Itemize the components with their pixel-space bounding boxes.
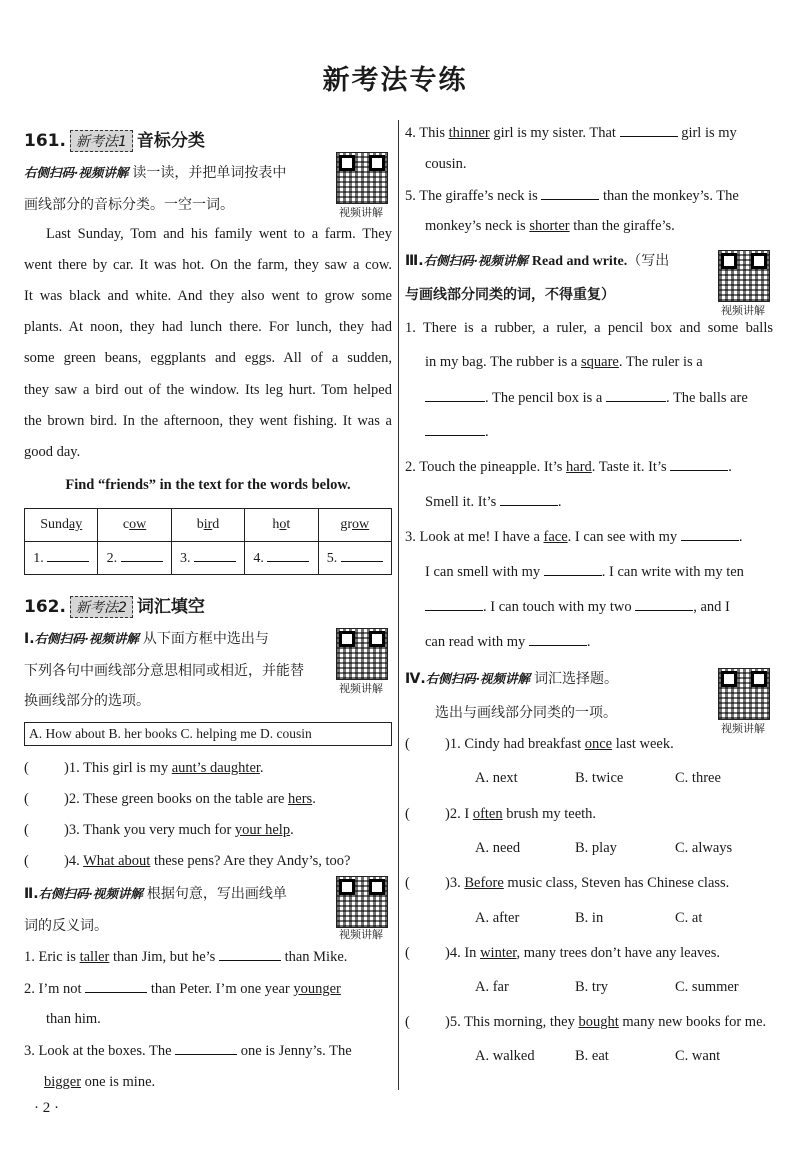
instruction-text: 根据句意，写出画线单 [146,886,287,902]
qr-label: 视频讲解 [721,304,765,317]
section-tag: 新考法1 [70,130,133,152]
page-number: · 2 · [34,1100,59,1116]
question-item: ( )1. Cindy had breakfast once last week. [405,736,674,752]
instruction-line: 选出与画线部分同类的一项。 [435,705,617,721]
question-item: I can smell with my . I can write with my ten [425,564,744,580]
instruction-line: 换画线部分的选项。 [24,693,150,709]
part-label: Ⅲ. [405,253,424,269]
question-item: 3. Look at me! I have a face. I can see with my . [405,529,743,545]
qr-label: 视频讲解 [339,206,383,219]
section-number: 161. [24,131,66,151]
section-heading: 音标分类 [136,131,205,151]
instruction-line: 词的反义词。 [24,918,108,934]
part-title: Read and write. [531,254,628,269]
passage-line: good day. [24,444,81,460]
scan-tag: 右侧扫码·视频讲解 [423,253,528,268]
table-header: hot [245,509,318,542]
passage-line: plants. At noon, they had lunch there. For lunch, they had [24,319,392,335]
choice-row: A. after B. in C. at [475,910,703,926]
qr-code-icon[interactable] [718,668,770,720]
passage-line: went there by car. It was hot. On the farm, they saw a cow. [24,257,392,273]
question-item: ( )4. What about these pens? Are they Andy’s, too? [24,853,351,869]
question-item: ( )3. Thank you very much for your help. [24,822,294,838]
scan-tag: 右侧扫码·视频讲解 [425,671,531,686]
qr-label: 视频讲解 [721,722,765,735]
question-item: 3. Look at the boxes. The one is Jenny’s. The [24,1043,352,1059]
table-header: cow [98,509,171,542]
instruction-line: 与画线部分同类的词，不得重复） [405,287,615,303]
passage-line: they saw a bird out of the window. Its leg hurt. Tom helped [24,382,392,398]
qr-code-icon[interactable] [336,628,388,680]
options-box: A. How about B. her books C. helping me D. cousin [24,722,392,746]
choice-row: A. next B. twice C. three [475,770,721,786]
part-label: Ⅱ. [24,886,39,902]
qr-label: 视频讲解 [339,928,383,941]
section-number: 162. [24,597,66,617]
part-label: Ⅰ. [24,631,35,647]
answer-cell[interactable]: 5. [318,542,391,575]
answer-cell[interactable]: 2. [98,542,171,575]
find-instruction: Find “friends” in the text for the words below. [65,477,351,493]
question-item: ( )2. These green books on the table are hers. [24,791,316,807]
answer-cell[interactable]: 3. [171,542,244,575]
question-item: 2. Touch the pineapple. It’s hard. Taste it. It’s . [405,459,732,475]
choice-row: A. need B. play C. always [475,840,733,856]
part-title: 词汇选择题。 [534,671,619,687]
scan-tag: 右侧扫码·视频讲解 [24,165,129,180]
answer-cell[interactable]: 4. [245,542,318,575]
instruction-text: 读一读，并把单词按表中 [132,165,287,181]
passage-line: some green beans, eggplants and eggs. All of a sudden, [24,350,392,366]
question-item: 5. The giraffe’s neck is than the monkey’s. The [405,188,739,204]
question-item: . I can touch with my two , and I [405,598,773,616]
question-item: ( )5. This morning, they bought many new books for me. [405,1014,767,1030]
instruction-text: 画线部分的音标分类。一空一词。 [24,197,234,213]
choice-row: A. far B. try C. summer [475,979,739,995]
qr-code-icon[interactable] [718,250,770,302]
question-item: in my bag. The rubber is a square. The ruler is a [425,354,703,370]
instruction-text: 从下面方框中选出与 [142,631,269,647]
section-tag: 新考法2 [70,596,133,618]
question-item: ( )1. This girl is my aunt’s daughter. [24,760,264,776]
question-item: than him. [46,1011,101,1027]
question-item: 1. There is a rubber, a ruler, a pencil box and some balls [405,320,773,336]
question-item: monkey’s neck is shorter than the giraffe’s. [425,218,675,234]
question-item: can read with my . [425,634,591,650]
question-item: cousin. [425,156,467,172]
passage-line: the brown bird. In the afternoon, they went fishing. It was a [24,413,392,429]
section-heading: 词汇填空 [136,597,205,617]
passage-line: It was black and white. And they also went to grow some [24,288,392,304]
instruction-line: 下列各句中画线部分意思相同或相近，并能替 [24,663,304,679]
question-item: bigger one is mine. [44,1074,156,1090]
qr-label: 视频讲解 [339,682,383,695]
question-item: ( )4. In winter, many trees don’t have any leaves. [405,945,720,961]
part-label: Ⅳ. [405,671,426,687]
choice-row: A. walked B. eat C. want [475,1048,721,1064]
answer-cell[interactable]: 1. [25,542,98,575]
section-161-header [24,126,392,152]
table-header: bird [171,509,244,542]
phonics-table [24,508,392,575]
column-divider [398,120,399,1090]
question-item: 4. This thinner girl is my sister. That girl is my [405,125,737,141]
question-item: . [405,423,773,441]
passage-line: Last Sunday, Tom and his family went to a farm. They [46,226,392,242]
qr-code-icon[interactable] [336,152,388,204]
question-item: 2. I’m not than Peter. I’m one year younger [24,981,341,997]
section-162-header [24,592,392,618]
question-item: ( )2. I often brush my teeth. [405,806,597,822]
question-item: 1. Eric is taller than Jim, but he’s than Mike. [24,949,348,965]
qr-code-icon[interactable] [336,876,388,928]
page-title: 新考法专练 [322,65,468,96]
question-item: . The pencil box is a . The balls are [405,389,773,407]
instruction-text: （写出 [627,253,670,269]
question-item: Smell it. It’s . [425,494,562,510]
table-header: Sunday [25,509,98,542]
scan-tag: 右侧扫码·视频讲解 [34,631,139,646]
scan-tag: 右侧扫码·视频讲解 [38,886,143,901]
question-item: ( )3. Before music class, Steven has Chinese class. [405,875,730,891]
table-header: grow [318,509,391,542]
